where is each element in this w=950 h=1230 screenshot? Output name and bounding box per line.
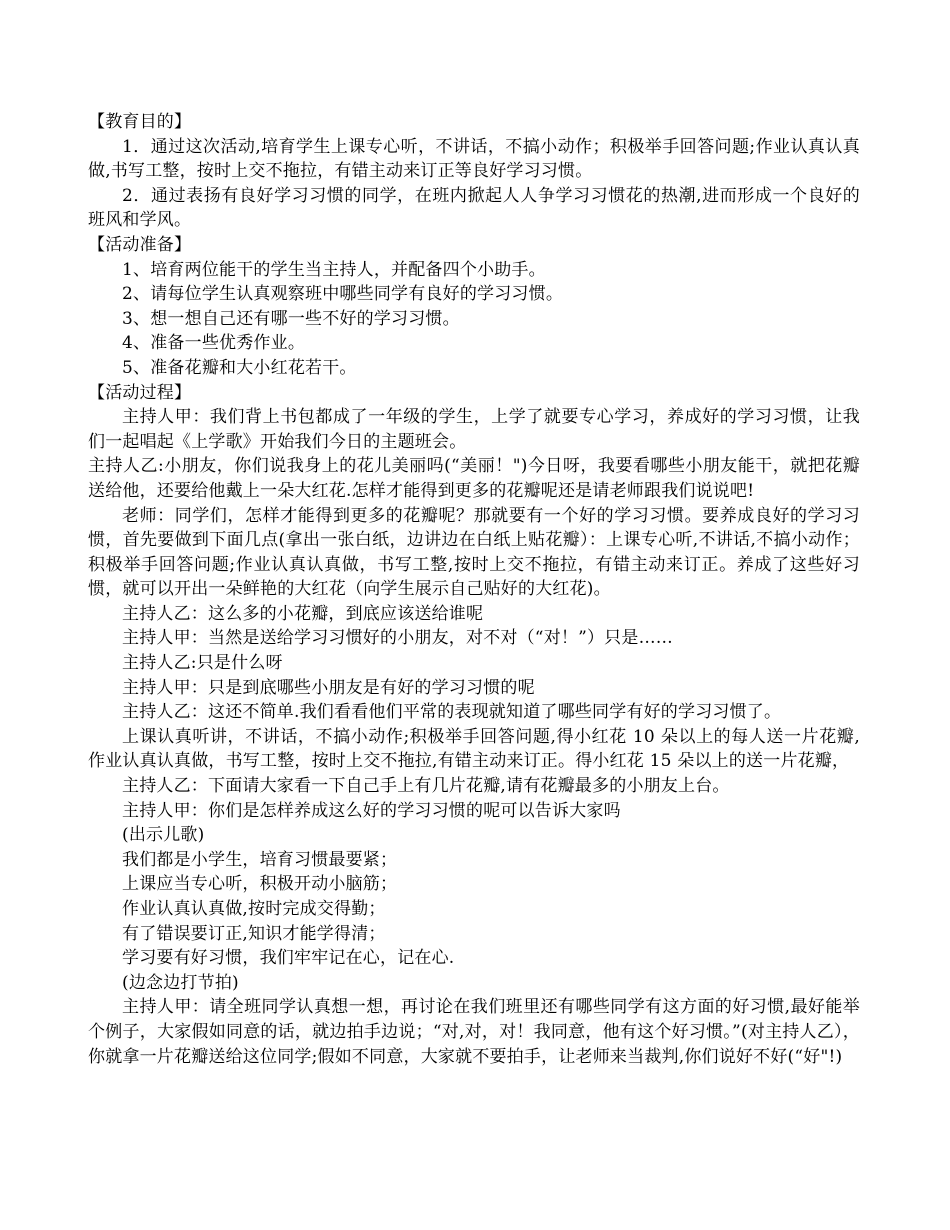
process-paragraph: 主持人乙:小朋友，你们说我身上的花儿美丽吗(“美丽！")今日呀，我要看哪些小朋友能干，就把花瓣送给他，还要给他戴上一朵大红花.怎样才能得到更多的花瓣呢还是请老师跟我们说说吧!	[88, 456, 860, 501]
process-paragraph: 上课认真听讲，不讲话，不搞小动作;积极举手回答问题,得小红花 10 朵以上的每人送一片花瓣,作业认真认真做，书写工整，按时上交不拖拉,有错主动来订正。得小红花 15 朵以上的送一片花瓣，	[88, 726, 860, 772]
process-paragraph: 作业认真认真做,按时完成交得勤；	[122, 899, 386, 919]
document-page	[88, 110, 860, 1069]
process-paragraph: 有了错误要订正,知识才能学得清；	[122, 923, 386, 944]
process-paragraph: (边念边打节拍)	[122, 972, 239, 993]
process-paragraph: 主持人甲：你们是怎样养成这么好的学习习惯的呢可以告诉大家吗	[122, 800, 621, 821]
process-body	[88, 405, 860, 1069]
process-paragraph: 主持人乙：这么多的小花瓣，到底应该送给谁呢	[122, 603, 484, 624]
process-paragraph: 主持人乙：下面请大家看一下自己手上有几片花瓣,请有花瓣最多的小朋友上台。	[122, 776, 730, 797]
preparation-item: 4、准备一些优秀作业。	[122, 333, 306, 354]
process-paragraph: 我们都是小学生，培育习惯最要紧；	[122, 849, 398, 870]
preparation-heading: 【活动准备】	[88, 234, 192, 255]
process-paragraph: (出示儿歌)	[122, 825, 205, 846]
preparation-item: 1、培育两位能干的学生当主持人，并配备四个小助手。	[122, 259, 546, 280]
purpose-item: 1．通过这次活动,培育学生上课专心听，不讲话，不搞小动作；积极举手回答问题;作业认真认真做,书写工整，按时上交不拖拉，有错主动来订正等良好学习习惯。	[88, 136, 860, 182]
process-paragraph: 学习要有好习惯，我们牢牢记在心，记在心.	[122, 948, 455, 969]
process-paragraph: 主持人乙：这还不简单.我们看看他们平常的表现就知道了哪些同学有好的学习习惯了。	[122, 702, 782, 723]
process-paragraph: 主持人甲：只是到底哪些小朋友是有好的学习习惯的呢	[122, 677, 535, 698]
process-paragraph: 上课应当专心听，积极开动小脑筋；	[122, 874, 398, 895]
preparation-item: 2、请每位学生认真观察班中哪些同学有良好的学习习惯。	[122, 284, 564, 305]
preparation-item: 3、想一想自己还有哪一些不好的学习习惯。	[122, 308, 460, 329]
preparation-item: 5、准备花瓣和大小红花若干。	[122, 357, 357, 378]
process-paragraph: 主持人乙:只是什么呀	[122, 653, 283, 674]
process-paragraph: 老师：同学们，怎样才能得到更多的花瓣呢？那就要有一个好的学习习惯。要养成良好的学习习惯，首先要做到下面几点(拿出一张白纸，边讲边在白纸上贴花瓣）：上课专心听,不讲话,不搞小动作；积极举手回答问题;作业认真认真做，书写工整,按时上交不拖拉，有错主动来订正。养成了这些好习惯，就可以开出一朵鲜艳的大红花（向学生展示自己贴好的大红花)。	[88, 505, 860, 600]
process-paragraph: 主持人甲：当然是送给学习习惯好的小朋友，对不对（“对！”）只是……	[122, 628, 673, 649]
purpose-item: 2．通过表扬有良好学习习惯的同学，在班内掀起人人争学习习惯花的热潮,进而形成一个良好的班风和学风。	[88, 185, 860, 231]
purpose-heading: 【教育目的】	[88, 112, 192, 132]
process-paragraph: 主持人甲：请全班同学认真想一想，再讨论在我们班里还有哪些同学有这方面的好习惯,最好能举个例子，大家假如同意的话，就边拍手边说；“对,对，对！我同意，他有这个好习惯。”(对主持人乙），你就拿一片花瓣送给这位同学;假如不同意，大家就不要拍手，让老师来当裁判,你们说好不好(“好"!)	[88, 997, 860, 1067]
process-paragraph: 主持人甲：我们背上书包都成了一年级的学生，上学了就要专心学习，养成好的学习习惯，让我们一起唱起《上学歌》开始我们今日的主题班会。	[88, 407, 860, 452]
process-heading: 【活动过程】	[88, 382, 192, 403]
